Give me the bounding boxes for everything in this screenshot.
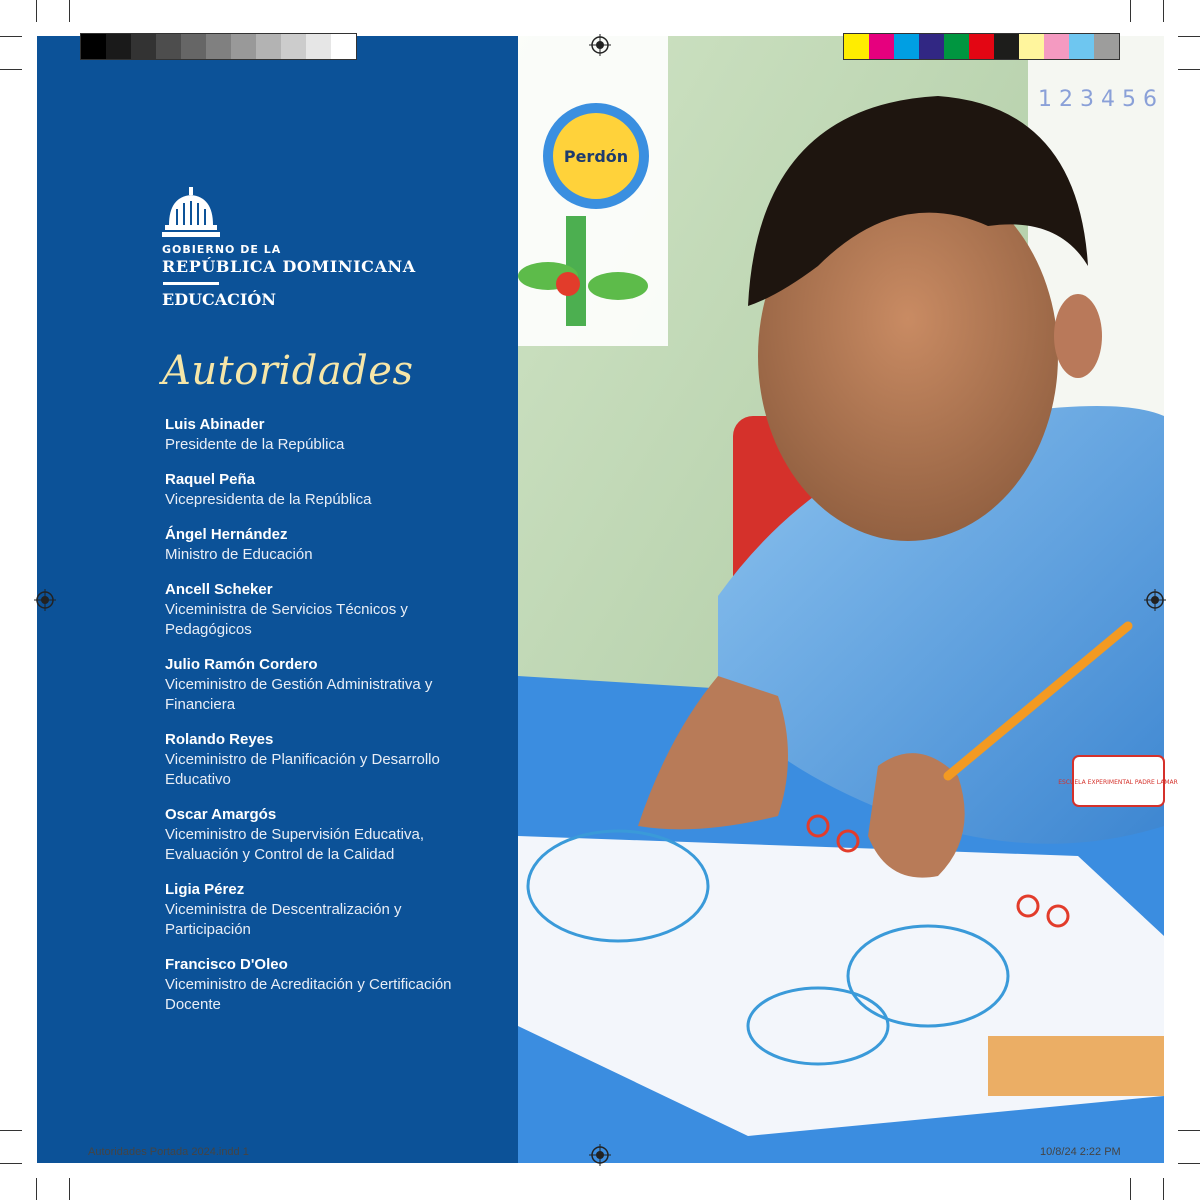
logo-divider xyxy=(163,282,219,285)
cover-photo xyxy=(518,36,1178,1163)
authority-role: Viceministro de Acreditación y Certificación Docente xyxy=(165,976,452,1013)
number-chart: 1 2 3 4 5 6 xyxy=(1038,87,1157,112)
authority-role: Vicepresidenta de la República xyxy=(165,491,372,508)
authority-name: Raquel Peña xyxy=(165,471,256,488)
crop-mark xyxy=(0,1130,22,1131)
crop-mark xyxy=(69,0,70,22)
crop-mark xyxy=(1178,1130,1200,1131)
logo-education-line: EDUCACIÓN xyxy=(162,290,276,309)
authority-role: Viceministro de Planificación y Desarrollo Educativo xyxy=(165,751,440,788)
list-item xyxy=(165,955,465,1015)
crop-mark xyxy=(1163,0,1164,22)
color-swatch xyxy=(131,34,156,59)
color-swatch xyxy=(156,34,181,59)
color-swatch xyxy=(281,34,306,59)
color-swatch xyxy=(894,34,919,59)
color-swatch xyxy=(844,34,869,59)
crop-mark xyxy=(0,1163,22,1164)
color-swatch xyxy=(1019,34,1044,59)
authority-name: Ancell Scheker xyxy=(165,581,273,598)
color-swatch xyxy=(1044,34,1069,59)
process-color-bar xyxy=(843,33,1120,60)
list-item xyxy=(165,655,465,715)
authority-role: Viceministra de Descentralización y Participación xyxy=(165,901,402,938)
authority-role: Viceministro de Supervisión Educativa, Evaluación y Control de la Calidad xyxy=(165,826,425,863)
page-title: Autoridades xyxy=(162,348,414,394)
color-swatch xyxy=(1094,34,1119,59)
color-swatch xyxy=(256,34,281,59)
color-swatch xyxy=(106,34,131,59)
palace-dome-icon xyxy=(162,185,220,241)
color-swatch xyxy=(994,34,1019,59)
logo-republic-line: REPÚBLICA DOMINICANA xyxy=(162,257,416,276)
crop-mark xyxy=(0,69,22,70)
color-swatch xyxy=(81,34,106,59)
registration-mark-icon xyxy=(1144,589,1166,611)
color-swatch xyxy=(1069,34,1094,59)
color-swatch xyxy=(206,34,231,59)
color-swatch xyxy=(331,34,356,59)
print-slug-timestamp: 10/8/24 2:22 PM xyxy=(1040,1146,1121,1158)
crop-mark xyxy=(1178,36,1200,37)
color-swatch xyxy=(969,34,994,59)
crop-mark xyxy=(1130,1178,1131,1200)
authority-name: Ligia Pérez xyxy=(165,881,245,898)
color-swatch xyxy=(944,34,969,59)
logo-government-line: GOBIERNO DE LA xyxy=(162,243,282,256)
list-item xyxy=(165,805,465,865)
color-swatch xyxy=(919,34,944,59)
poster-word: Perdón xyxy=(563,147,629,166)
authority-name: Luis Abinader xyxy=(165,416,265,433)
color-swatch xyxy=(306,34,331,59)
registration-mark-icon xyxy=(34,589,56,611)
authority-name: Rolando Reyes xyxy=(165,731,274,748)
list-item xyxy=(165,415,465,455)
crop-mark xyxy=(1130,0,1131,22)
list-item xyxy=(165,525,465,565)
list-item xyxy=(165,730,465,790)
print-slug-filename: Autoridades Portada 2024.indd 1 xyxy=(88,1146,249,1158)
child-writing-illustration xyxy=(518,36,1178,1163)
color-swatch xyxy=(869,34,894,59)
authority-name: Julio Ramón Cordero xyxy=(165,656,318,673)
list-item xyxy=(165,880,465,940)
authority-role: Presidente de la República xyxy=(165,436,345,453)
crop-mark xyxy=(36,1178,37,1200)
color-swatch xyxy=(231,34,256,59)
registration-mark-icon xyxy=(589,34,611,56)
crop-mark xyxy=(69,1178,70,1200)
color-swatch xyxy=(181,34,206,59)
grayscale-color-bar xyxy=(80,33,357,60)
list-item xyxy=(165,470,465,510)
authority-role: Viceministra de Servicios Técnicos y Pedagógicos xyxy=(165,601,408,638)
school-badge: ESCUELA EXPERIMENTAL PADRE LAMAR xyxy=(1058,779,1178,786)
registration-mark-icon xyxy=(589,1144,611,1166)
crop-mark xyxy=(0,36,22,37)
authority-name: Francisco D'Oleo xyxy=(165,956,288,973)
authorities-list xyxy=(165,415,465,1030)
authority-role: Viceministro de Gestión Administrativa y Financiera xyxy=(165,676,433,713)
authority-name: Oscar Amargós xyxy=(165,806,277,823)
authority-name: Ángel Hernández xyxy=(165,526,288,543)
crop-mark xyxy=(1163,1178,1164,1200)
list-item xyxy=(165,580,465,640)
crop-mark xyxy=(1178,1163,1200,1164)
crop-mark xyxy=(1178,69,1200,70)
authority-role: Ministro de Educación xyxy=(165,546,313,563)
crop-mark xyxy=(36,0,37,22)
